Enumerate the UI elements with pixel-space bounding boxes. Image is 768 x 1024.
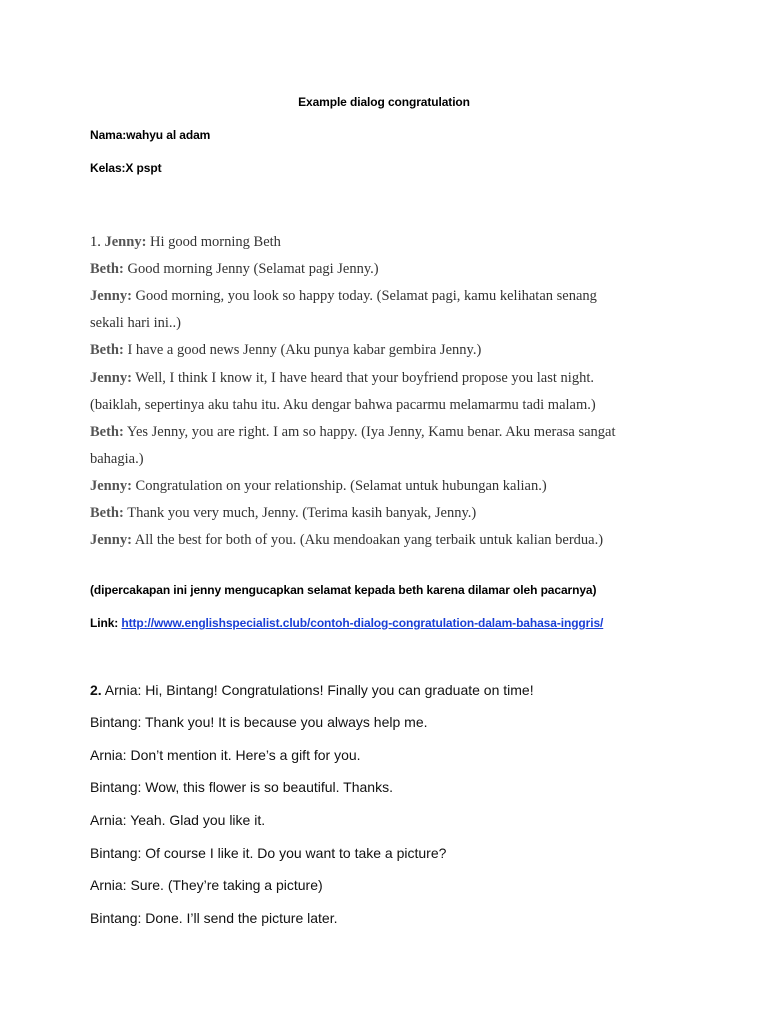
dialog-line: Arnia: Yeah. Glad you like it. [90,812,266,828]
link-label: Link: [90,616,122,630]
dialog-text: sekali hari ini..) [90,315,182,331]
dialog-text: (baiklah, sepertinya aku tahu itu. Aku dengar bahwa pacarmu melamarmu tadi malam.) [90,397,596,413]
dialog-line [90,505,476,522]
dialog-line: Arnia: Sure. (They’re taking a picture) [90,877,323,893]
dialog-text: Thank you very much, Jenny. (Terima kasih banyak, Jenny.) [123,505,477,521]
dialog-line [90,288,597,305]
speaker-name: Jenny: [90,478,132,494]
dialog-line: Bintang: Wow, this flower is so beautiful. Thanks. [90,779,393,795]
dialog-line [90,478,547,495]
dialog-text: Yes Jenny, you are right. I am so happy. (Iya Jenny, Kamu benar. Aku merasa sangat [123,424,616,440]
speaker-name: Beth: [90,505,124,521]
speaker-name: Jenny: [90,532,132,548]
dialog-line [90,424,616,441]
dialog-number: 1. [90,234,101,250]
document-title: Example dialog congratulation [298,95,470,109]
dialog-text: bahagia.) [90,451,144,467]
dialog-line [90,315,181,332]
dialog-text: I have a good news Jenny (Aku punya kabar gembira Jenny.) [123,342,482,358]
dialog-line [90,234,281,251]
dialog-line [90,370,594,387]
speaker-name: Beth: [90,424,124,440]
dialog-line: Bintang: Of course I like it. Do you want to take a picture? [90,845,447,861]
dialog-text: Good morning Jenny (Selamat pagi Jenny.) [123,261,379,277]
dialog-text: Well, I think I know it, I have heard that your boyfriend propose you last night. [131,370,594,386]
name-line: Nama:wahyu al adam [90,128,211,142]
dialog-line: Bintang: Thank you! It is because you always help me. [90,714,428,730]
dialog-number: 2. [90,682,102,698]
source-link[interactable]: http://www.englishspecialist.club/contoh-dialog-congratulation-dalam-bahasa-inggris/ [121,616,604,630]
dialog-text: Hi good morning Beth [146,234,281,250]
dialog-line [90,397,596,414]
dialog-text: Good morning, you look so happy today. (Selamat pagi, kamu kelihatan senang [131,288,597,304]
dialog-1-note: (dipercakapan ini jenny mengucapkan selamat kepada beth karena dilamar oleh pacarnya) [90,583,597,597]
dialog-text: Arnia: Hi, Bintang! Congratulations! Finally you can graduate on time! [101,682,534,698]
dialog-line [90,451,144,468]
speaker-name: Jenny: [104,234,147,250]
dialog-line: Bintang: Done. I’ll send the picture later. [90,910,338,926]
speaker-name: Beth: [90,261,124,277]
dialog-text: All the best for both of you. (Aku mendoakan yang terbaik untuk kalian berdua.) [131,532,604,548]
dialog-line: Arnia: Don’t mention it. Here’s a gift for you. [90,747,361,763]
dialog-line [90,342,481,359]
speaker-name: Jenny: [90,288,132,304]
dialog-line [90,532,603,549]
class-line: Kelas:X pspt [90,161,162,175]
source-link-line [90,616,603,630]
speaker-name: Jenny: [90,370,132,386]
dialog-text: Congratulation on your relationship. (Selamat untuk hubungan kalian.) [131,478,547,494]
dialog-line [90,682,534,698]
speaker-name: Beth: [90,342,124,358]
dialog-line [90,261,379,278]
